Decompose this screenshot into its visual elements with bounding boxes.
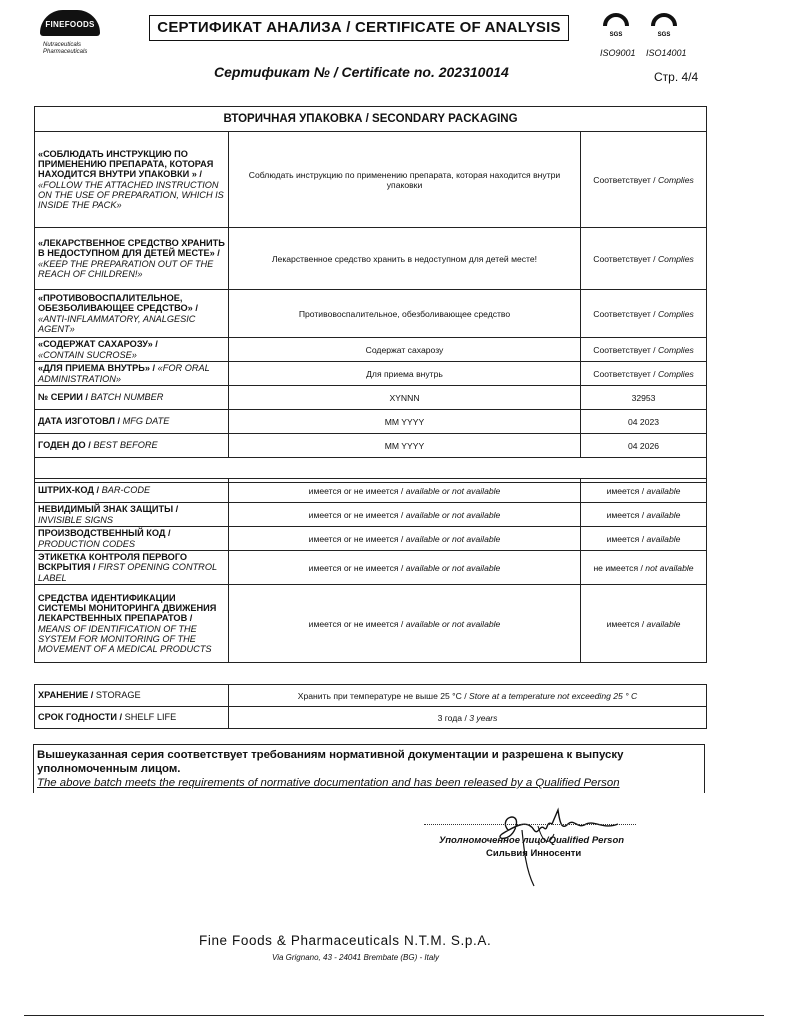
result-cell: имеется / available [581, 479, 707, 503]
certificate-number: Сертификат № / Certificate no. 202310014 [214, 64, 509, 80]
spec-cell: MM YYYY [229, 434, 581, 458]
param-en: «FOLLOW THE ATTACHED INSTRUCTION ON THE USE OF PREPARATION, WHICH IS INSIDE THE PACK» [38, 179, 224, 210]
company-logo [40, 10, 102, 62]
table-row [35, 527, 707, 551]
table-row [35, 228, 707, 290]
table-row [35, 503, 707, 527]
shelf-label-en: SHELF LIFE [124, 712, 177, 723]
iso14001-seal-icon [649, 6, 679, 38]
param-ru: ДАТА ИЗГОТОВЛ / [38, 416, 123, 427]
security-features-table [34, 478, 707, 663]
storage-label-ru: ХРАНЕНИЕ / [38, 690, 96, 701]
param-ru: ШТРИХ-КОД / [38, 485, 102, 496]
shelf-value: 3 года / 3 years [229, 707, 707, 729]
bottom-divider [24, 1015, 764, 1016]
table-row [35, 551, 707, 585]
table-row [35, 434, 707, 458]
table-row [35, 585, 707, 663]
logo-sub-1: Nutraceuticals [43, 42, 82, 48]
iso2-brand: SGS [657, 32, 671, 38]
spec-cell: MM YYYY [229, 410, 581, 434]
result-cell: имеется / available [581, 503, 707, 527]
table-row [35, 410, 707, 434]
table-row [35, 707, 707, 729]
spec-cell: имеется or не имеется / available or not available [229, 527, 581, 551]
iso1-brand: SGS [609, 32, 623, 38]
logo-sub-2: Pharmaceuticals [43, 49, 88, 55]
logo-subtitle [43, 42, 87, 56]
secondary-packaging-table [34, 106, 707, 483]
statement-en: The above batch meets the requirements of normative documentation and has been released by a Qualified Person [37, 777, 620, 789]
param-en: «ANTI-INFLAMMATORY, ANALGESIC AGENT» [38, 313, 196, 334]
shelf-label-ru: СРОК ГОДНОСТИ / [38, 712, 125, 723]
result-cell: Соответствует / Complies [581, 132, 707, 228]
spec-cell: Соблюдать инструкцию по применению препарата, которая находится внутри упаковки [229, 132, 581, 228]
param-ru: «ПРОТИВОВОСПАЛИТЕЛЬНОЕ, ОБЕЗБОЛИВАЮЩЕЕ СРЕДСТВО» / [38, 293, 198, 314]
storage-value: Хранить при температуре не выше 25 °C / Store at a temperature not exceeding 25 ° C [229, 685, 707, 707]
param-ru: ЭТИКЕТКА КОНТРОЛЯ ПЕРВОГО ВСКРЫТИЯ / [38, 552, 188, 573]
param-ru: СРЕДСТВА ИДЕНТИФИКАЦИИ СИСТЕМЫ МОНИТОРИНГА ДВИЖЕНИЯ ЛЕКАРСТВЕННЫХ ПРЕПАРАТОВ / [38, 592, 217, 624]
footer-address: Via Grignano, 43 - 24041 Brembate (BG) - Italy [272, 953, 440, 962]
param-ru: НЕВИДИМЫЙ ЗНАК ЗАЩИТЫ / [38, 504, 179, 515]
param-en: BEST BEFORE [93, 440, 158, 451]
spec-cell: Содержат сахарозу [229, 338, 581, 362]
param-ru: «СОДЕРЖАТ САХАРОЗУ» / [38, 339, 158, 350]
release-statement [33, 744, 705, 790]
table-row [35, 386, 707, 410]
spec-cell: Для приема внутрь [229, 362, 581, 386]
storage-table [34, 684, 707, 729]
storage-label-en: STORAGE [95, 690, 141, 701]
param-ru: «ЛЕКАРСТВЕННОЕ СРЕДСТВО ХРАНИТЬ В НЕДОСТУПНОМ ДЛЯ ДЕТЕЙ МЕСТЕ» / [38, 238, 225, 259]
table-row [35, 338, 707, 362]
table-row [35, 479, 707, 503]
param-en: BATCH NUMBER [90, 392, 164, 403]
param-ru: ГОДЕН ДО / [38, 440, 94, 451]
param-ru: «СОБЛЮДАТЬ ИНСТРУКЦИЮ ПО ПРИМЕНЕНИЮ ПРЕПАРАТА, КОТОРАЯ НАХОДИТСЯ ВНУТРИ УПАКОВКИ » / [38, 148, 214, 180]
spec-cell: имеется or не имеется / available or not available [229, 585, 581, 663]
result-cell: имеется / available [581, 527, 707, 551]
iso14001-label: ISO14001 [646, 48, 687, 58]
param-en: MEANS OF IDENTIFICATION OF THE SYSTEM FOR MONITORING OF THE MOVEMENT OF A MEDICAL PRODUCTS [38, 623, 212, 654]
spec-cell: имеется or не имеется / available or not available [229, 479, 581, 503]
signature-name: Сильвия Инносенти [486, 848, 582, 859]
param-ru: № СЕРИИ / [38, 392, 91, 403]
result-cell: 04 2026 [581, 434, 707, 458]
param-en: PRODUCTION CODES [38, 538, 135, 549]
param-en: MFG DATE [122, 416, 170, 427]
result-cell: Соответствует / Complies [581, 228, 707, 290]
result-cell: имеется / available [581, 585, 707, 663]
iso9001-seal-icon [601, 6, 631, 38]
param-en: FIRST OPENING CONTROL LABEL [38, 562, 217, 583]
footer-company: Fine Foods & Pharmaceuticals N.T.M. S.p.A. [199, 933, 492, 948]
table-row [35, 685, 707, 707]
spec-cell: Противовоспалительное, обезболивающее средство [229, 290, 581, 338]
spec-cell: имеется or не имеется / available or not available [229, 503, 581, 527]
spec-cell: Лекарственное средство хранить в недоступном для детей месте! [229, 228, 581, 290]
document-title: СЕРТИФИКАТ АНАЛИЗА / CERTIFICATE OF ANALYSIS [149, 15, 569, 41]
logo-badge: FINEFOODS [40, 10, 100, 36]
result-cell: 32953 [581, 386, 707, 410]
param-ru: «ДЛЯ ПРИЕМА ВНУТРЬ» / [38, 363, 158, 374]
statement-ru: Вышеуказанная серия соответствует требованиям нормативной документации и разрешена к выпуску уполномоченным лицом. [37, 749, 624, 775]
param-en: «KEEP THE PREPARATION OUT OF THE REACH OF CHILDREN!» [38, 258, 214, 279]
param-en: INVISIBLE SIGNS [38, 514, 114, 525]
table-row [35, 362, 707, 386]
spec-cell: имеется or не имеется / available or not available [229, 551, 581, 585]
param-en: BAR-CODE [101, 485, 151, 496]
result-cell: Соответствует / Complies [581, 362, 707, 386]
table-row [35, 290, 707, 338]
result-cell: Соответствует / Complies [581, 338, 707, 362]
param-en: «CONTAIN SUCROSE» [38, 349, 137, 360]
signature-role: Уполномоченное лицо/Qualified Person [439, 835, 625, 846]
signature-line [424, 824, 636, 825]
page-number: Стр. 4/4 [654, 70, 699, 84]
iso9001-label: ISO9001 [600, 48, 636, 58]
result-cell: не имеется / not available [581, 551, 707, 585]
table-row [35, 132, 707, 228]
result-cell: 04 2023 [581, 410, 707, 434]
param-en: «FOR ORAL ADMINISTRATION» [38, 363, 210, 384]
result-cell: Соответствует / Complies [581, 290, 707, 338]
spec-cell: XYNNN [229, 386, 581, 410]
section-heading: ВТОРИЧНАЯ УПАКОВКА / SECONDARY PACKAGING [35, 107, 707, 132]
param-ru: ПРОИЗВОДСТВЕННЫЙ КОД / [38, 528, 171, 539]
